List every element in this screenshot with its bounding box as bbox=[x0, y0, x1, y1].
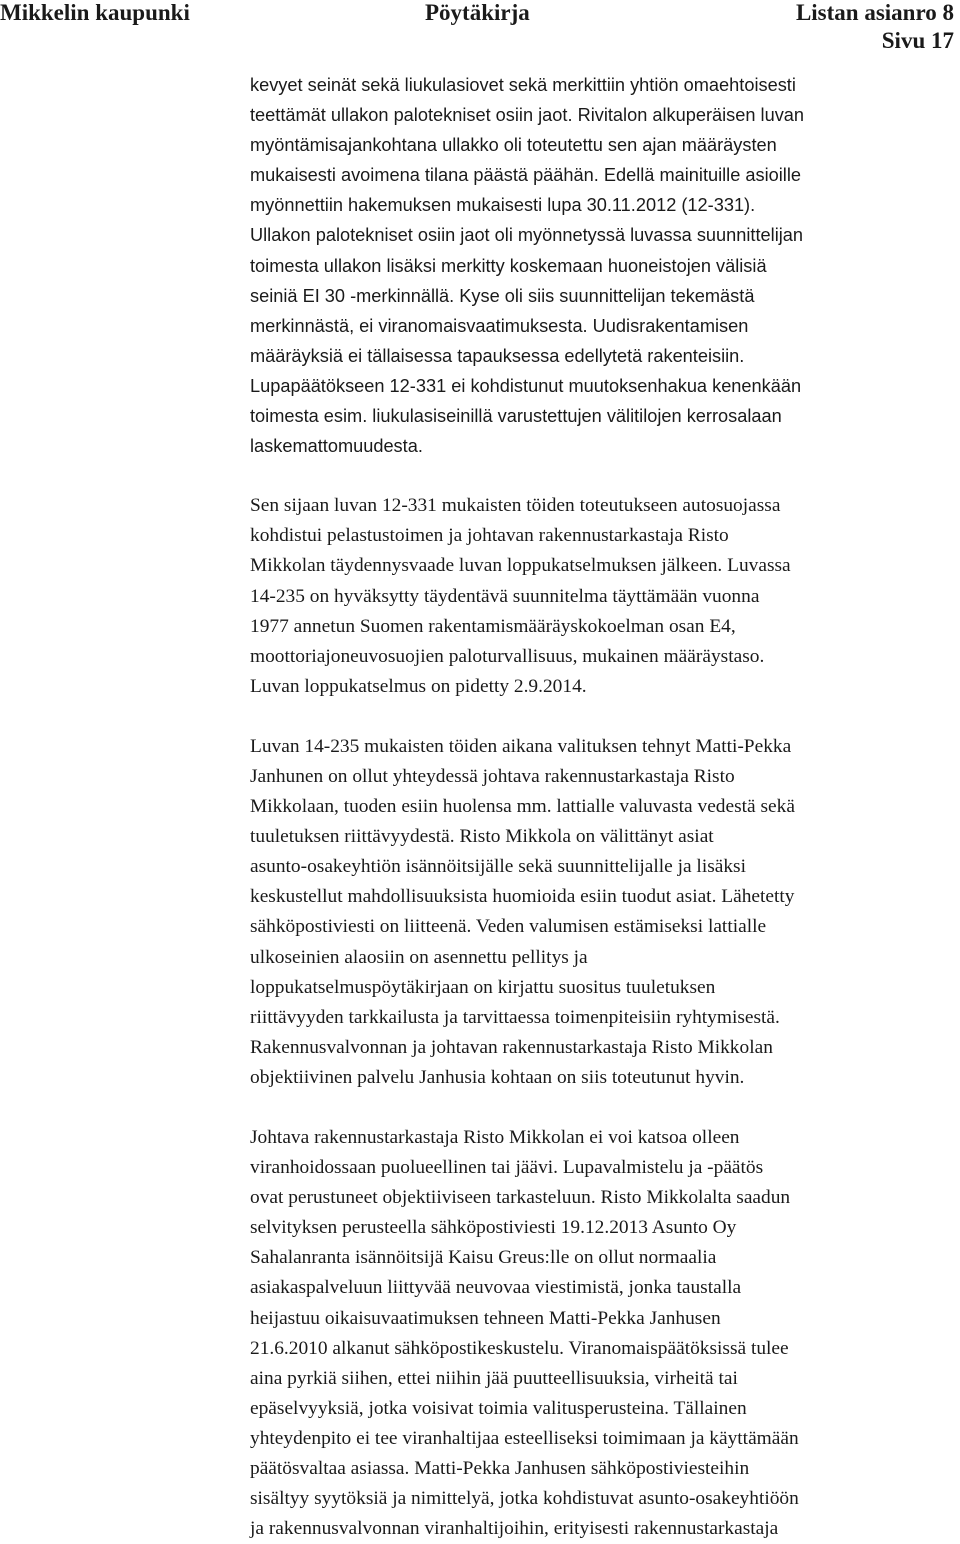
text-line: toimesta esim. liukulasiseinillä varustettujen välitilojen kerrosalaan bbox=[250, 406, 782, 427]
text-line: Johtava rakennustarkastaja Risto Mikkolan ei voi katsoa olleen bbox=[250, 1127, 740, 1148]
text-line: teettämät ullakon palotekniset osiin jaot. Rivitalon alkuperäisen luvan bbox=[250, 105, 805, 126]
text-line: asiakaspalveluun liittyvää neuvovaa viestimistä, jonka taustalla bbox=[250, 1277, 742, 1299]
text-line: myönnettiin hakemuksen mukaisesti lupa 30.11.2012 (12-331). bbox=[250, 195, 756, 216]
organization-name: Mikkelin kaupunki bbox=[0, 0, 190, 25]
text-line: toimesta ullakon lisäksi merkitty koskemaan huoneistojen välisiä bbox=[250, 255, 767, 276]
text-line: objektiivinen palvelu Janhusia kohtaan on siis toteutunut hyvin. bbox=[250, 1066, 745, 1088]
paragraph bbox=[250, 732, 960, 1093]
text-line: Luvan loppukatselmus on pidetty 2.9.2014. bbox=[250, 675, 587, 697]
text-line: 21.6.2010 alkanut sähköpostikeskustelu. Viranomaispäätöksissä tulee bbox=[250, 1337, 789, 1359]
text-line: heijastuu oikaisuvaatimuksen tehneen Matti-Pekka Janhusen bbox=[250, 1307, 721, 1329]
text-line: Sen sijaan luvan 12-331 mukaisten töiden toteutukseen autosuojassa bbox=[250, 495, 781, 517]
text-line: laskemattomuudesta. bbox=[250, 436, 423, 457]
text-line: Mikkolan täydennysvaade luvan loppukatselmuksen jälkeen. Luvassa bbox=[250, 555, 791, 577]
text-line: loppukatselmuspöytäkirjaan on kirjattu suositus tuuletuksen bbox=[250, 976, 716, 998]
text-line: epäselvyyksiä, jotka voisivat toimia valitusperusteina. Tällainen bbox=[250, 1397, 747, 1419]
paragraph bbox=[250, 70, 960, 461]
text-line: Ullakon palotekniset osiin jaot oli myönnetyssä luvassa suunnittelijan bbox=[250, 225, 804, 246]
text-line: viranhoidossaan puolueellinen tai jäävi. Lupavalmistelu ja -päätös bbox=[250, 1157, 764, 1179]
text-line: Rakennusvalvonnan ja johtavan rakennustarkastaja Risto Mikkolan bbox=[250, 1036, 773, 1058]
text-line: kevyet seinät sekä liukulasiovet sekä merkittiin yhtiön omaehtoisesti bbox=[250, 75, 796, 95]
text-line: kohdistui pelastustoimen ja johtavan rakennustarkastaja Risto bbox=[250, 525, 729, 547]
text-line: Luvan 14-235 mukaisten töiden aikana valituksen tehnyt Matti-Pekka bbox=[250, 735, 792, 757]
text-line: yhteydenpito ei tee viranhaltijaa esteelliseksi toimimaan ja käyttämään bbox=[250, 1427, 799, 1449]
text-line: asunto-osakeyhtiön isännöitsijälle sekä suunnittelijalle ja lisäksi bbox=[250, 856, 746, 878]
text-line: selvityksen perusteella sähköpostiviesti 19.12.2013 Asunto Oy bbox=[250, 1217, 737, 1239]
text-line: sisältyy syytöksiä ja nimittelyä, jotka kohdistuvat asunto-osakeyhtiöön bbox=[250, 1488, 799, 1510]
text-line: 1977 annetun Suomen rakentamismääräyskokoelman osan E4, bbox=[250, 615, 736, 637]
paragraph-gap bbox=[250, 461, 960, 491]
text-line: ja rakennusvalvonnan viranhaltijoihin, erityisesti rakennustarkastaja bbox=[250, 1518, 779, 1540]
text-line: moottoriajoneuvosuojien paloturvallisuus, mukainen määräystaso. bbox=[250, 645, 765, 667]
text-line: merkinnästä, ei viranomaisvaatimuksesta. Uudisrakentamisen bbox=[250, 315, 749, 336]
text-line: Janhunen on ollut yhteydessä johtava rakennustarkastaja Risto bbox=[250, 765, 735, 787]
page-header bbox=[0, 0, 960, 64]
document-type: Pöytäkirja bbox=[425, 0, 530, 25]
paragraph bbox=[250, 491, 960, 702]
text-line: tuuletuksen riittävyydestä. Risto Mikkola on välittänyt asiat bbox=[250, 826, 714, 848]
text-line: mukaisesti avoimena tilana päästä päähän. Edellä mainituille asioille bbox=[250, 165, 801, 186]
text-line: määräyksiä ei tällaisessa tapauksessa edellytetä rakenteisiin. bbox=[250, 345, 745, 366]
text-line: päätösvaltaa asiassa. Matti-Pekka Janhusen sähköpostiviesteihin bbox=[250, 1458, 750, 1480]
paragraph-gap bbox=[250, 1093, 960, 1123]
text-line: Mikkolaan, tuoden esiin huolensa mm. lattialle valuvasta vedestä sekä bbox=[250, 796, 795, 818]
text-line: keskustellut mahdollisuuksista huomioida esiin tuodut asiat. Lähetetty bbox=[250, 886, 795, 908]
text-line: ulkoseinien alaosiin on asennettu pellitys ja bbox=[250, 946, 588, 968]
text-line: ovat perustuneet objektiiviseen tarkasteluun. Risto Mikkolalta saadun bbox=[250, 1187, 791, 1209]
text-line: Sahalanranta isännöitsijä Kaisu Greus:lle on ollut normaalia bbox=[250, 1247, 717, 1269]
text-line: aina pyrkiä siihen, ettei niihin jää puutteellisuuksia, virheitä tai bbox=[250, 1367, 738, 1389]
item-number: Listan asianro 8 bbox=[795, 0, 954, 25]
paragraph-gap bbox=[250, 702, 960, 732]
text-line: myöntämisajankohtana ullakko oli toteutettu sen ajan määräysten bbox=[250, 135, 777, 156]
text-line: seiniä EI 30 -merkinnällä. Kyse oli siis suunnittelijan tekemästä bbox=[250, 285, 755, 306]
document-body bbox=[250, 70, 960, 1544]
text-line: sähköpostiviesti on liitteenä. Veden valumisen estämiseksi lattialle bbox=[250, 916, 767, 938]
text-line: Lupapäätökseen 12-331 ei kohdistunut muutoksenhakua kenenkään bbox=[250, 375, 802, 396]
paragraph bbox=[250, 1123, 960, 1544]
text-line: riittävyyden tarkkailusta ja tarvittaessa toimenpiteisiin ryhtymisestä. bbox=[250, 1006, 780, 1028]
page-number: Sivu 17 bbox=[881, 28, 954, 53]
text-line: 14-235 on hyväksytty täydentävä suunnitelma täyttämään vuonna bbox=[250, 585, 760, 607]
